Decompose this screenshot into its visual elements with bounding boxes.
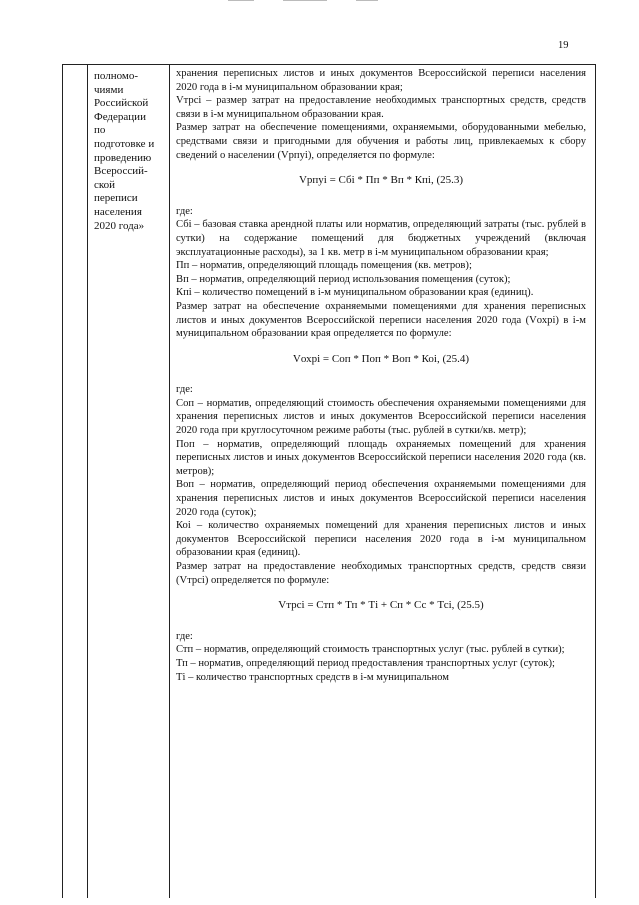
subject-line: Федерации <box>94 110 146 123</box>
subject-line: подготовке и <box>94 137 155 150</box>
table-border-left <box>62 64 63 898</box>
subject-line: по <box>94 124 106 137</box>
document-table <box>62 64 596 898</box>
page-number: 19 <box>558 40 569 51</box>
scan-artifact-line <box>283 0 327 1</box>
subject-line: Всероссий- <box>94 165 148 178</box>
paragraph: Пп – норматив, определяющий площадь помещения (кв. метров); <box>176 260 472 272</box>
scan-artifact-line <box>356 0 378 1</box>
paragraph: Vтрсi – размер затрат на предоставление необходимых транспортных средств, средств связи в i-м муниципальном образовании края. <box>176 95 586 120</box>
paragraph: где: <box>176 384 193 396</box>
subject-line: чиями <box>94 83 124 96</box>
paragraph: Поп – норматив, определяющий площадь охраняемых помещений для хранения переписных листов и иных документов Всероссийской переписи населения 2020 года (кв. метров); <box>176 438 586 477</box>
formula: Vтрсi = Стп * Тп * Тi + Сп * Сс * Тсi, (25.5) <box>278 599 484 612</box>
subject-line: 2020 года» <box>94 219 145 232</box>
paragraph: Размер затрат на обеспечение охраняемыми помещениями для хранения переписных листов и иных документов Всероссийской переписи населения 2020 года (Vохрi) в i-м муниципальном образовании края определяется по формуле: <box>176 300 586 340</box>
paragraph: где: <box>176 630 193 642</box>
subject-line: ской <box>94 178 116 191</box>
paragraph: Вп – норматив, определяющий период использования помещения (суток); <box>176 273 511 285</box>
scan-artifact-line <box>228 0 254 1</box>
paragraph: хранения переписных листов и иных документов Всероссийской переписи населения 2020 года в i-м муниципальном образовании края; <box>176 68 586 93</box>
subject-line: Российской <box>94 97 149 110</box>
paragraph: Сбi – базовая ставка арендной платы или норматив, определяющий затраты (тыс. рублей в сутки) на содержание помещений для бюджетных учреждений (включая эксплуатационные расходы), за 1 кв. метр в i-м муниципальном образовании края; <box>176 219 586 258</box>
subject-column <box>94 70 164 233</box>
paragraph: Коi – количество охраняемых помещений для хранения переписных листов и иных документов Всероссийской переписи населения 2020 года в i-м муниципальном образовании края (единиц). <box>176 520 586 559</box>
table-border-right <box>595 64 596 898</box>
subject-line: проведению <box>94 151 152 164</box>
table-top-border <box>62 64 596 65</box>
subject-line: переписи <box>94 192 138 205</box>
paragraph: Кпi – количество помещений в i-м муниципальном образовании края (единиц). <box>176 287 534 299</box>
formula: Vохрi = Соп * Поп * Воп * Коi, (25.4) <box>292 352 470 365</box>
paragraph: Соп – норматив, определяющий стоимость обеспечения охраняемыми помещениями для хранения переписных листов и иных документов Всероссийской переписи населения 2020 года при круглосуточном режиме работы (тыс. рублей в сутки/кв. метр); <box>176 397 586 437</box>
paragraph: Стп – норматив, определяющий стоимость транспортных услуг (тыс. рублей в сутки); <box>176 644 565 656</box>
paragraph: Размер затрат на предоставление необходимых транспортных средств, средств связи (Vтрсi) определяется по формуле: <box>176 561 586 586</box>
content-column <box>176 67 586 684</box>
table-border-col1 <box>87 64 88 898</box>
paragraph: Тi – количество транспортных средств в i-м муниципальном <box>176 671 449 683</box>
paragraph: где: <box>176 205 193 217</box>
subject-line: населения <box>94 205 142 218</box>
formula: Vрпуi = Сбi * Пп * Вп * Кпi, (25.3) <box>298 174 464 187</box>
table-border-col2 <box>169 64 170 898</box>
paragraph: Размер затрат на обеспечение помещениями, охраняемыми, оборудованными мебелью, средствами связи и пригодными для обучения и работы лиц, привлекаемых к сбору сведений о населении (Vрпуi), определяется по формуле: <box>176 122 586 161</box>
paragraph: Тп – норматив, определяющий период предоставления транспортных услуг (суток); <box>176 657 555 669</box>
subject-line: полномо- <box>94 70 139 82</box>
paragraph: Воп – норматив, определяющий период обеспечения охраняемыми помещениями для хранения переписных листов и иных документов Всероссийской переписи населения 2020 года (суток); <box>176 479 586 518</box>
